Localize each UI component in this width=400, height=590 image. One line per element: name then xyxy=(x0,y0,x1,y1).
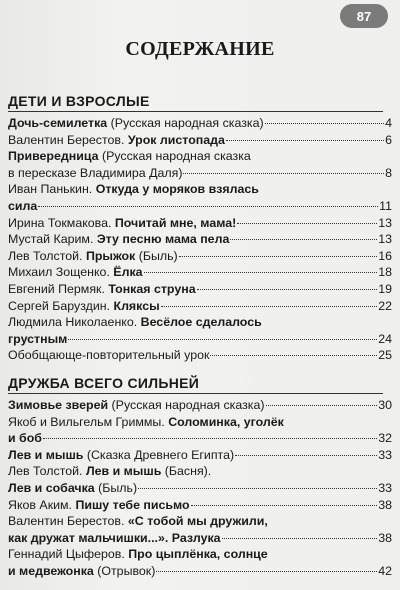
toc-text-segment: (Быль) xyxy=(94,480,138,495)
section-divider xyxy=(8,111,383,112)
toc-entry-line xyxy=(8,298,392,315)
toc-title-segment: Привередница xyxy=(8,149,99,164)
toc-entry-line xyxy=(8,148,392,165)
toc-page-number: 11 xyxy=(379,198,392,213)
toc-entry-text xyxy=(8,513,268,530)
toc-entry xyxy=(8,215,392,232)
toc-title-segment: Пишу тебе письмо xyxy=(75,497,190,512)
toc-title-segment: Урок листопада xyxy=(127,132,225,147)
toc-title-segment: Соломинка, уголёк xyxy=(168,414,284,429)
toc-text-segment: Лев Толстой. xyxy=(8,464,86,479)
section-divider xyxy=(8,393,383,394)
toc-page-number: 16 xyxy=(378,248,392,263)
toc-page-number: 32 xyxy=(378,431,392,446)
toc-entry xyxy=(8,414,392,447)
section-heading: ДЕТИ И ВЗРОСЛЫЕ xyxy=(8,93,150,109)
toc-title-segment: Лев и мышь xyxy=(85,464,162,479)
toc-text-segment: Ирина Токмакова. xyxy=(8,215,115,230)
section-friendship xyxy=(8,374,392,580)
toc-entry-text xyxy=(8,264,143,281)
toc-leader-dots xyxy=(183,173,384,174)
toc-entry xyxy=(8,463,392,480)
toc-entry xyxy=(8,513,392,546)
toc-entry xyxy=(8,281,392,298)
toc-entry xyxy=(8,546,392,579)
toc-title-segment: Дочь-семилетка xyxy=(8,116,108,130)
toc-page-number: 22 xyxy=(378,298,392,313)
toc-entry-text xyxy=(8,414,284,431)
toc-entry-line xyxy=(8,165,392,182)
toc-page-number: 24 xyxy=(378,331,392,346)
toc-entry xyxy=(8,347,392,364)
toc-text-segment: Валентин Берестов. xyxy=(8,514,128,529)
toc-title-segment: «С тобой мы дружили, xyxy=(127,514,268,529)
toc-entry-line xyxy=(8,563,392,580)
toc-title-segment: и медвежонка xyxy=(8,563,94,578)
toc-entry-text xyxy=(8,281,196,298)
toc-text-segment: Валентин Берестов. xyxy=(8,132,128,147)
toc-title-segment: Ёлка xyxy=(113,265,143,280)
toc-page-number: 13 xyxy=(378,232,392,247)
toc-entry-line xyxy=(8,331,392,348)
section-heading: ДРУЖБА ВСЕГО СИЛЬНЕЙ xyxy=(8,375,200,391)
toc-text-segment: (Русская народная сказка) xyxy=(108,398,265,412)
toc-leader-dots xyxy=(38,206,378,207)
toc-entry-text xyxy=(8,530,221,547)
toc-entry-line xyxy=(8,414,392,431)
toc-entry-text xyxy=(8,115,264,132)
toc-page-number: 33 xyxy=(378,480,392,495)
toc-leader-dots xyxy=(179,256,378,257)
toc-entry-text xyxy=(8,480,137,497)
toc-entry-text xyxy=(8,181,259,198)
toc-entry-text xyxy=(8,563,155,580)
toc-title-segment: Эту песню мама пела xyxy=(96,232,230,247)
toc-title-segment: Про цыплёнка, солнце xyxy=(128,547,268,562)
toc-entry xyxy=(8,264,392,281)
toc-page-number: 8 xyxy=(385,165,392,180)
toc-entry-text xyxy=(8,447,234,464)
toc-text-segment: (Отрывок) xyxy=(93,563,156,578)
toc-page-number: 38 xyxy=(378,530,392,545)
toc-leader-dots xyxy=(226,140,384,141)
toc-entry xyxy=(8,480,392,497)
toc-page-number: 19 xyxy=(378,281,392,296)
toc-entry-text xyxy=(8,165,182,182)
toc-leader-dots xyxy=(144,272,378,273)
toc-entry-line xyxy=(8,530,392,547)
toc-entry-text xyxy=(8,497,190,514)
toc-entry-line xyxy=(8,546,392,563)
toc-entry xyxy=(8,397,392,414)
toc-entry xyxy=(8,148,392,181)
toc-entry xyxy=(8,132,392,149)
toc-entry-text xyxy=(8,148,251,165)
toc-page-number: 25 xyxy=(378,348,392,363)
toc-text-segment: (Русская народная сказка) xyxy=(107,116,264,130)
toc-leader-dots xyxy=(43,438,377,439)
toc-text-segment: Михаил Зощенко. xyxy=(8,265,114,280)
section-children-and-adults xyxy=(8,92,392,364)
toc-text-segment: Мустай Карим. xyxy=(8,232,97,247)
toc-entry-line xyxy=(8,281,392,298)
page-number-badge: 87 xyxy=(340,4,388,28)
toc-leader-dots xyxy=(235,455,377,456)
toc-text-segment: Евгений Пермяк. xyxy=(8,281,109,296)
toc-leader-dots xyxy=(138,488,377,489)
toc-title-segment: сила xyxy=(8,198,38,213)
toc-entry-text xyxy=(8,248,178,265)
toc-entry xyxy=(8,181,392,214)
toc-title-segment: Откуда у моряков взялась xyxy=(95,182,259,197)
toc-title-segment: Лев и мышь xyxy=(8,447,84,462)
toc-entry-line xyxy=(8,397,392,414)
toc-entry xyxy=(8,298,392,315)
toc-entry-line xyxy=(8,447,392,464)
toc-title-segment: Кляксы xyxy=(113,298,160,313)
toc-entry-text xyxy=(8,430,42,447)
toc-entry-line xyxy=(8,480,392,497)
toc-leader-dots xyxy=(156,571,377,572)
toc-entry-line xyxy=(8,181,392,198)
toc-entry-line xyxy=(8,115,392,132)
toc-entry-line xyxy=(8,513,392,530)
toc-entry xyxy=(8,231,392,248)
toc-leader-dots xyxy=(222,538,378,539)
toc-text-segment: (Русская народная сказка xyxy=(98,149,251,164)
toc-page-number: 18 xyxy=(378,265,392,280)
toc-entry-line xyxy=(8,231,392,248)
toc-leader-dots xyxy=(266,405,378,406)
toc-text-segment: (Быль) xyxy=(135,248,178,263)
toc-list xyxy=(8,397,392,580)
toc-leader-dots xyxy=(230,239,377,240)
toc-text-segment: (Сказка Древнего Египта) xyxy=(83,447,235,462)
toc-entry-text xyxy=(8,463,211,480)
toc-entry-line xyxy=(8,497,392,514)
toc-entry-text xyxy=(8,347,209,364)
toc-entry-text xyxy=(8,314,262,331)
toc-list xyxy=(8,115,392,364)
page-title: СОДЕРЖАНИЕ xyxy=(125,38,275,60)
toc-entry-text xyxy=(8,298,160,315)
toc-text-segment: Якоб и Вильгельм Гриммы. xyxy=(8,414,169,429)
toc-entry xyxy=(8,447,392,464)
toc-title-segment: и боб xyxy=(8,431,42,446)
toc-leader-dots xyxy=(161,306,378,307)
toc-entry-line xyxy=(8,215,392,232)
toc-leader-dots xyxy=(191,505,378,506)
toc-title-segment: Весёлое сделалось xyxy=(140,315,262,330)
toc-leader-dots xyxy=(210,355,377,356)
toc-page-number: 6 xyxy=(385,132,392,147)
toc-entry-text xyxy=(8,132,225,149)
toc-entry-line xyxy=(8,132,392,149)
toc-text-segment: (Басня). xyxy=(161,464,212,479)
toc-leader-dots xyxy=(237,223,377,224)
toc-entry-line xyxy=(8,264,392,281)
toc-title-segment: как дружат мальчишки...». Разлука xyxy=(8,530,221,545)
toc-text-segment: Геннадий Цыферов. xyxy=(8,547,129,562)
toc-page-number: 38 xyxy=(378,497,392,512)
toc-page-number: 30 xyxy=(378,398,392,412)
toc-page-number: 13 xyxy=(378,215,392,230)
toc-entry-text xyxy=(8,397,265,414)
toc-entry xyxy=(8,248,392,265)
toc-entry-text xyxy=(8,231,229,248)
toc-text-segment: Лев Толстой. xyxy=(8,248,86,263)
toc-title-segment: Тонкая струна xyxy=(108,281,196,296)
toc-entry-text xyxy=(8,198,37,215)
toc-title-segment: Почитай мне, мама! xyxy=(114,215,237,230)
toc-text-segment: Людмила Николаенко. xyxy=(8,315,141,330)
toc-entry-line xyxy=(8,248,392,265)
toc-page-number: 42 xyxy=(378,563,392,578)
toc-text-segment: Обобщающе-повторительный урок xyxy=(8,348,210,363)
toc-leader-dots xyxy=(197,289,378,290)
toc-entry-line xyxy=(8,347,392,364)
toc-title-segment: Зимовье зверей xyxy=(8,398,109,412)
toc-entry-text xyxy=(8,331,67,348)
toc-entry-line xyxy=(8,314,392,331)
toc-entry-line xyxy=(8,463,392,480)
toc-text-segment: Иван Панькин. xyxy=(8,182,96,197)
toc-entry-line xyxy=(8,198,392,215)
toc-leader-dots xyxy=(265,123,384,124)
toc-page-number: 33 xyxy=(378,447,392,462)
toc-entry-line xyxy=(8,430,392,447)
toc-title-segment: Лев и собачка xyxy=(8,480,95,495)
toc-entry-text xyxy=(8,546,268,563)
toc-entry xyxy=(8,115,392,132)
toc-title-segment: грустным xyxy=(8,331,68,346)
toc-entry xyxy=(8,314,392,347)
toc-text-segment: Сергей Баруздин. xyxy=(8,298,114,313)
toc-entry-text xyxy=(8,215,236,232)
toc-page-number: 4 xyxy=(385,116,392,130)
toc-leader-dots xyxy=(68,339,377,340)
toc-text-segment: в пересказе Владимира Даля) xyxy=(8,165,183,180)
toc-title-segment: Прыжок xyxy=(85,248,136,263)
toc-entry xyxy=(8,497,392,514)
toc-text-segment: Яков Аким. xyxy=(8,497,76,512)
